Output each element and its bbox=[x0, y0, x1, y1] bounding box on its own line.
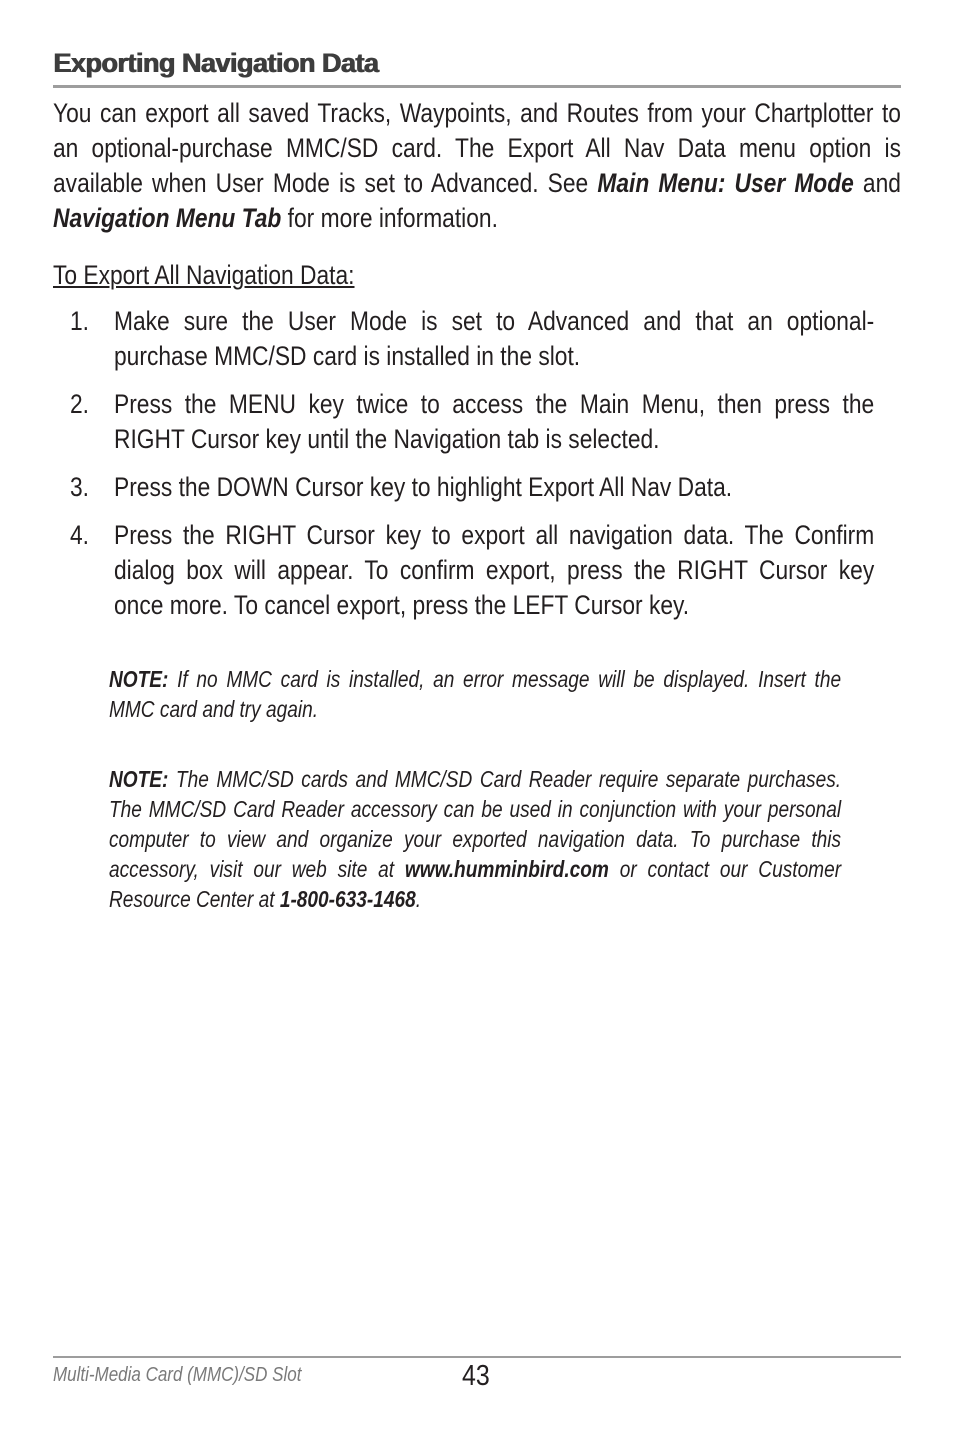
step-item bbox=[70, 518, 900, 623]
website-link[interactable]: www.humminbird.com bbox=[404, 856, 609, 882]
note-purchase bbox=[109, 764, 841, 914]
intro-paragraph bbox=[53, 96, 901, 236]
note-text: The MMC/SD cards and MMC/SD Card Reader require separate purchases. The MMC/SD Card Reader accessory can be used in conjunction with your personal computer to view and organize your exported navigation data. To purchase this accessory, visit our web site at bbox=[109, 766, 842, 882]
note-no-card bbox=[109, 664, 841, 724]
step-text: Make sure the User Mode is set to Advanced and that an optional-purchase MMC/SD card is installed in the slot. bbox=[114, 306, 875, 371]
note-label: NOTE: bbox=[109, 666, 169, 692]
intro-reference-user-mode: Main Menu: User Mode bbox=[597, 168, 854, 198]
step-text: Press the DOWN Cursor key to highlight Export All Nav Data. bbox=[114, 472, 733, 502]
page-number: 43 bbox=[462, 1360, 490, 1392]
procedure-steps bbox=[70, 304, 900, 636]
footer-section-title: Multi-Media Card (MMC)/SD Slot bbox=[53, 1364, 302, 1386]
intro-text-3: for more information. bbox=[281, 203, 498, 233]
note-label: NOTE: bbox=[109, 766, 169, 792]
step-text: Press the RIGHT Cursor key to export all navigation data. The Confirm dialog box will appear. To confirm export, press the RIGHT Cursor key once more. To cancel export, press the LEFT Cursor key. bbox=[114, 520, 875, 620]
step-number: 3. bbox=[70, 472, 90, 502]
note-text: or contact our Customer Resource Center at bbox=[109, 856, 842, 912]
step-item bbox=[70, 470, 900, 505]
step-item bbox=[70, 387, 900, 457]
footer-divider bbox=[53, 1356, 901, 1358]
heading-divider bbox=[53, 85, 901, 88]
step-text: Press the MENU key twice to access the Main Menu, then press the RIGHT Cursor key until the Navigation tab is selected. bbox=[114, 389, 875, 454]
intro-reference-navigation-tab: Navigation Menu Tab bbox=[53, 203, 282, 233]
note-text: If no MMC card is installed, an error message will be displayed. Insert the MMC card and try again. bbox=[109, 666, 842, 722]
section-heading: Exporting Navigation Data bbox=[53, 48, 379, 78]
step-number: 2. bbox=[70, 389, 90, 419]
procedure-title: To Export All Navigation Data: bbox=[53, 260, 355, 290]
phone-number: 1-800-633-1468 bbox=[279, 886, 416, 912]
intro-text-2: and bbox=[853, 168, 901, 198]
step-number: 4. bbox=[70, 520, 90, 550]
step-item bbox=[70, 304, 900, 374]
step-number: 1. bbox=[70, 306, 90, 336]
note-text: . bbox=[415, 886, 422, 912]
intro-text-1: You can export all saved Tracks, Waypoints, and Routes from your Chartplotter to an optional-purchase MMC/SD card. The Export All Nav Data menu option is available when User Mode is set to Advanced. See bbox=[53, 98, 901, 198]
